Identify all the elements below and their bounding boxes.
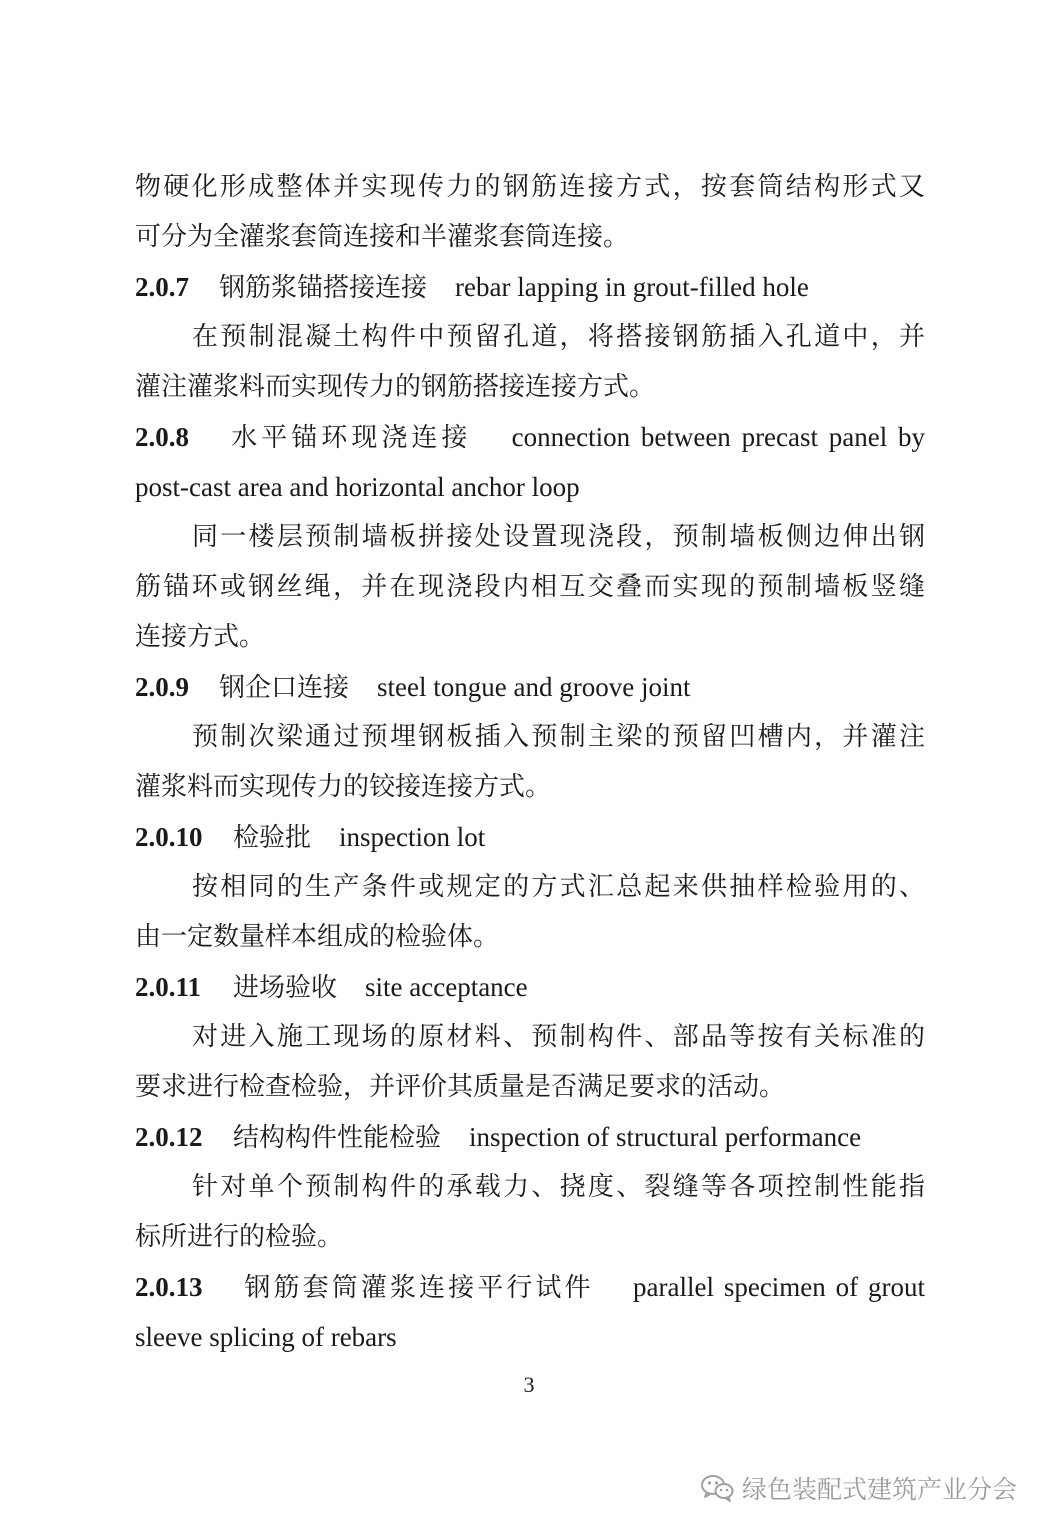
clause-number: 2.0.13 [135, 1272, 203, 1302]
clause-body-line: 标所进行的检验。 [135, 1222, 344, 1252]
paragraph-continuation-line: 可分为全灌浆套筒连接和半灌浆套筒连接。 [135, 222, 630, 252]
wechat-icon [700, 1473, 734, 1503]
term-english: site acceptance [365, 972, 528, 1002]
clause-heading-2-0-7 [135, 262, 925, 312]
term-english-continuation: sleeve splicing of rebars [135, 1322, 397, 1352]
clause-body-line: 在预制混凝土构件中预留孔道，将搭接钢筋插入孔道中，并 [192, 322, 925, 352]
clause-heading-2-0-10 [135, 812, 925, 862]
term-english-continuation: post-cast area and horizontal anchor loop [135, 472, 580, 502]
clause-number: 2.0.10 [135, 822, 203, 852]
clause-heading-2-0-8 [135, 412, 925, 462]
document-body [135, 162, 925, 1362]
clause-body-line: 灌浆料而实现传力的铰接连接方式。 [135, 772, 552, 802]
clause-body-line: 连接方式。 [135, 622, 266, 652]
clause-body-line: 同一楼层预制墙板拼接处设置现浇段，预制墙板侧边伸出钢 [192, 522, 925, 552]
clause-body-line: 要求进行检查检验，并评价其质量是否满足要求的活动。 [135, 1072, 786, 1102]
clause-heading-2-0-9 [135, 662, 925, 712]
term-chinese: 钢筋浆锚搭接连接 [219, 273, 428, 303]
clause-body-line: 筋锚环或钢丝绳，并在现浇段内相互交叠而实现的预制墙板竖缝 [135, 572, 925, 602]
term-chinese: 钢筋套筒灌浆连接平行试件 [244, 1273, 594, 1303]
clause-body-line: 按相同的生产条件或规定的方式汇总起来供抽样检验用的、 [192, 872, 925, 902]
clause-body-line: 预制次梁通过预埋钢板插入预制主梁的预留凹槽内，并灌注 [192, 722, 925, 752]
clause-heading-2-0-12 [135, 1112, 925, 1162]
paragraph-continuation-line: 物硬化形成整体并实现传力的钢筋连接方式，按套筒结构形式又 [135, 172, 925, 202]
term-chinese: 结构构件性能检验 [233, 1123, 442, 1153]
term-english: parallel specimen of grout [633, 1272, 925, 1302]
clause-number: 2.0.8 [135, 422, 189, 452]
clause-heading-2-0-11 [135, 962, 925, 1012]
watermark [700, 1468, 1017, 1508]
term-chinese: 检验批 [233, 823, 312, 853]
clause-body-line: 对进入施工现场的原材料、预制构件、部品等按有关标准的 [192, 1022, 925, 1052]
clause-body-line: 针对单个预制构件的承载力、挠度、裂缝等各项控制性能指 [192, 1172, 925, 1202]
watermark-text: 绿色装配式建筑产业分会 [742, 1475, 1018, 1504]
clause-body-line: 由一定数量样本组成的检验体。 [135, 922, 500, 952]
clause-number: 2.0.12 [135, 1122, 203, 1152]
term-english: steel tongue and groove joint [377, 672, 691, 702]
term-chinese: 水平锚环现浇连接 [231, 423, 472, 453]
term-english: connection between precast panel by [511, 422, 925, 452]
clause-number: 2.0.7 [135, 272, 189, 302]
term-english: rebar lapping in grout-filled hole [455, 272, 809, 302]
clause-number: 2.0.11 [135, 972, 202, 1002]
term-chinese: 钢企口连接 [219, 673, 350, 703]
term-chinese: 进场验收 [233, 973, 338, 1003]
clause-heading-2-0-13 [135, 1262, 925, 1312]
term-english: inspection of structural performance [469, 1122, 862, 1152]
page-number: 3 [523, 1372, 535, 1397]
clause-number: 2.0.9 [135, 672, 189, 702]
term-english: inspection lot [339, 822, 486, 852]
clause-body-line: 灌注灌浆料而实现传力的钢筋搭接连接方式。 [135, 372, 656, 402]
